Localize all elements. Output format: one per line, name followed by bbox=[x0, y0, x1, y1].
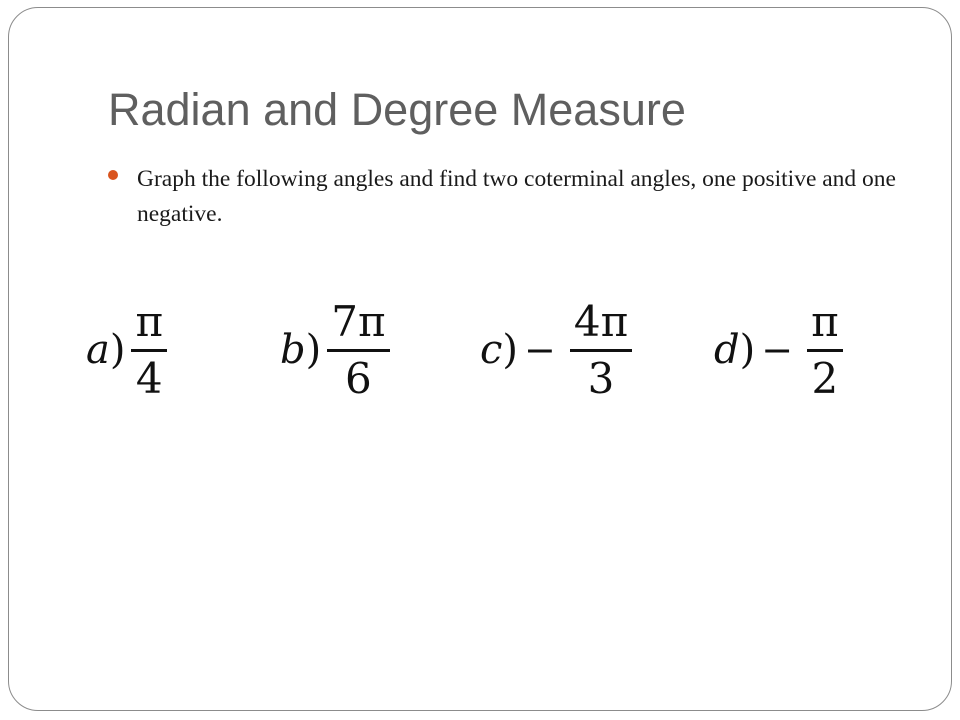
problem-c-sign: − bbox=[524, 328, 556, 372]
problem-c-letter: c bbox=[480, 327, 503, 373]
problem-d-sign: − bbox=[761, 328, 794, 372]
problem-b-fraction bbox=[327, 298, 389, 403]
problem-a-label: a) bbox=[86, 327, 126, 373]
fraction-bar bbox=[327, 349, 389, 352]
problem-d-denominator: 2 bbox=[811, 353, 839, 403]
problem-c-label: c) bbox=[480, 327, 519, 373]
problem-d-numerator: π bbox=[811, 296, 839, 346]
problem-c-numerator: 4π bbox=[573, 296, 629, 346]
problem-a-denominator: 4 bbox=[135, 353, 163, 403]
problem-b-letter: b bbox=[280, 327, 306, 373]
problem-b-label: b) bbox=[280, 327, 322, 373]
problem-d bbox=[714, 290, 843, 410]
problem-a-numerator: π bbox=[135, 296, 164, 346]
problem-d-letter: d bbox=[714, 327, 740, 373]
problem-d-fraction bbox=[807, 298, 843, 403]
problem-b-denominator: 6 bbox=[345, 353, 372, 403]
problem-b bbox=[280, 290, 390, 410]
fraction-bar bbox=[807, 349, 843, 352]
problem-c-denominator: 3 bbox=[587, 353, 615, 403]
fraction-bar bbox=[131, 349, 167, 352]
problem-b-numerator: 7π bbox=[331, 296, 386, 346]
fraction-bar bbox=[570, 349, 632, 352]
bullet-text: Graph the following angles and find two coterminal angles, one positive and one negative. bbox=[137, 166, 896, 227]
bullet-dot-icon bbox=[108, 170, 118, 180]
problem-c-fraction bbox=[570, 298, 632, 403]
slide-title: Radian and Degree Measure bbox=[108, 84, 686, 135]
problem-c bbox=[480, 290, 632, 410]
problem-a-fraction bbox=[131, 298, 167, 403]
problem-a bbox=[86, 290, 167, 410]
problem-d-label: d) bbox=[714, 327, 756, 373]
problem-a-letter: a bbox=[86, 327, 110, 373]
